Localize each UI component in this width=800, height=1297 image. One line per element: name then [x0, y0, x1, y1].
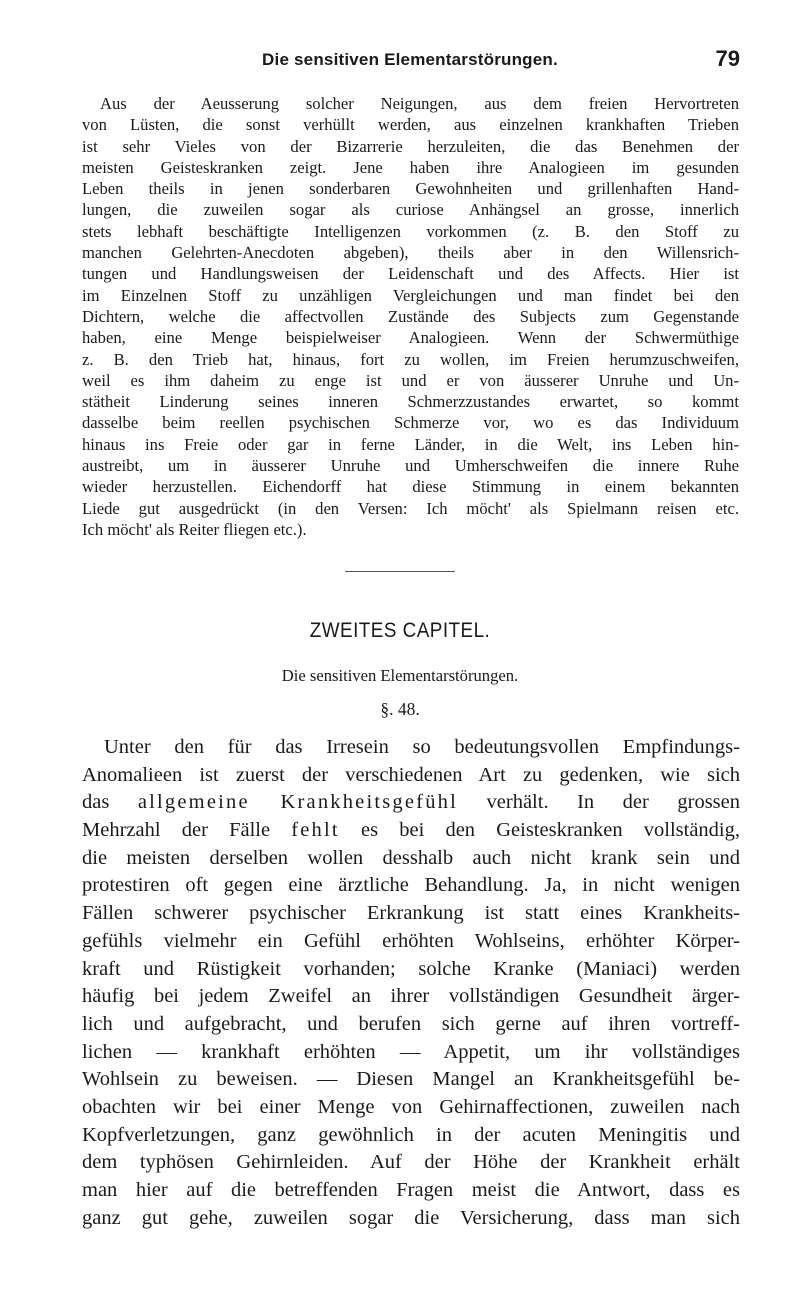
text-line: meisten Geisteskranken zeigt. Jene haben ihre Analogieen im gesunden: [82, 157, 739, 177]
text-line: Anomalieen ist zuerst der verschiedenen Art zu gedenken, wie sich: [82, 763, 740, 786]
text-segment: verhält. In der grossen: [486, 791, 740, 814]
text-line: gefühls vielmehr ein Gefühl erhöhten Wohlseins, erhöhter Körper-: [82, 929, 740, 952]
text-line: weil es ihm daheim zu enge ist und er von äusserer Unruhe und Un-: [82, 370, 739, 390]
text-line: Unter den für das Irresein so bedeutungsvollen Empfindungs-: [104, 736, 740, 758]
paragraph-2: [82, 734, 740, 1232]
text-segment: Mehrzahl der Fälle: [82, 819, 271, 842]
text-line: manchen Gelehrten-Anecdoten abgeben), theils aber in den Willensrich-: [82, 243, 739, 263]
running-head: [80, 48, 740, 78]
running-title: Die sensitiven Elementarstörungen.: [262, 50, 558, 69]
text-line: stets lebhaft beschäftigte Intelligenzen vorkommen (z. B. den Stoff zu: [82, 221, 739, 241]
text-line: [82, 789, 740, 817]
emphasized-term: allgemeine Krankheitsgefühl: [137, 791, 459, 814]
text-line: die meisten derselben wollen desshalb auch nicht krank sein und: [82, 846, 740, 869]
text-segment: es bei den Geisteskranken vollständig,: [360, 819, 740, 842]
chapter-subtitle: Die sensitiven Elementarstörungen.: [281, 666, 519, 685]
section-divider: [345, 571, 455, 572]
text-line: Liede gut ausgedrückt (in den Versen: Ich möcht' als Spielmann reisen etc.: [82, 498, 739, 518]
text-line: haben, eine Menge beispielweiser Analogieen. Wenn der Schwermüthige: [82, 328, 739, 348]
text-line: Leben theils in jenen sonderbaren Gewohnheiten und grillenhaften Hand-: [82, 179, 739, 199]
text-line: kraft und Rüstigkeit vorhanden; solche Kranke (Maniaci) werden: [82, 957, 740, 980]
text-line: tungen und Handlungsweisen der Leidenschaft und des Affects. Hier ist: [82, 264, 739, 284]
text-line: von Lüsten, die sonst verhüllt werden, aus einzelnen krankhaften Trieben: [82, 115, 739, 135]
section-number: §. 48.: [380, 699, 420, 719]
text-line: obachten wir bei einer Menge von Gehirnaffectionen, zuweilen nach: [82, 1095, 740, 1118]
text-line: dasselbe beim reellen psychischen Schmerze vor, wo es das Individuum: [82, 413, 739, 433]
text-segment: das: [82, 791, 110, 814]
text-line: Ich möcht' als Reiter fliegen etc.).: [82, 519, 307, 539]
text-line: wieder herzustellen. Eichendorff hat diese Stimmung in einem bekannten: [82, 477, 739, 497]
text-line: hinaus ins Freie oder gar in ferne Länder, in die Welt, ins Leben hin-: [82, 434, 739, 454]
text-line: lich und aufgebracht, und berufen sich gerne auf ihren vortreff-: [82, 1012, 740, 1035]
text-line: austreibt, um in äusserer Unruhe und Umherschweifen die innere Ruhe: [82, 456, 739, 476]
paragraph-1: [82, 93, 739, 540]
text-line: Aus der Aeusserung solcher Neigungen, aus dem freien Hervortreten: [100, 94, 739, 113]
text-line: Fällen schwerer psychischer Erkrankung ist statt eines Krankheits-: [82, 902, 740, 925]
text-line: im Einzelnen Stoff zu unzähligen Vergleichungen und man findet bei den: [82, 285, 739, 305]
page-number: 79: [715, 46, 740, 71]
text-line: Dichtern, welche die affectvollen Zustände des Subjects zum Gegenstande: [82, 306, 739, 326]
text-line: häufig bei jedem Zweifel an ihrer vollständigen Gesundheit ärger-: [82, 985, 740, 1008]
text-line: stätheit Linderung seines inneren Schmerzzustandes erwartet, so kommt: [82, 392, 739, 412]
text-line: [82, 817, 740, 845]
text-line: Wohlsein zu beweisen. — Diesen Mangel an Krankheitsgefühl be-: [82, 1068, 740, 1091]
text-line: Kopfverletzungen, ganz gewöhnlich in der acuten Meningitis und: [82, 1123, 740, 1146]
emphasized-term: fehlt: [291, 819, 340, 842]
text-line: lichen — krankhaft erhöhten — Appetit, um ihr vollständiges: [82, 1040, 740, 1063]
text-line: protestiren oft gegen eine ärztliche Behandlung. Ja, in nicht wenigen: [82, 874, 740, 897]
text-line: ist sehr Vieles von der Bizarrerie herzuleiten, die das Benehmen der: [82, 136, 739, 156]
text-line: z. B. den Trieb hat, hinaus, fort zu wollen, im Freien herumzuschweifen,: [82, 349, 739, 369]
text-line: man hier auf die betreffenden Fragen meist die Antwort, dass es: [82, 1179, 740, 1201]
text-line: ganz gut gehe, zuweilen sogar die Versicherung, dass man sich: [82, 1206, 740, 1229]
text-line: dem typhösen Gehirnleiden. Auf der Höhe der Krankheit erhält: [82, 1151, 740, 1174]
text-line: lungen, die zuweilen sogar als curiose Anhängsel an grosse, innerlich: [82, 200, 739, 220]
chapter-title: ZWEITES CAPITEL.: [309, 619, 491, 642]
